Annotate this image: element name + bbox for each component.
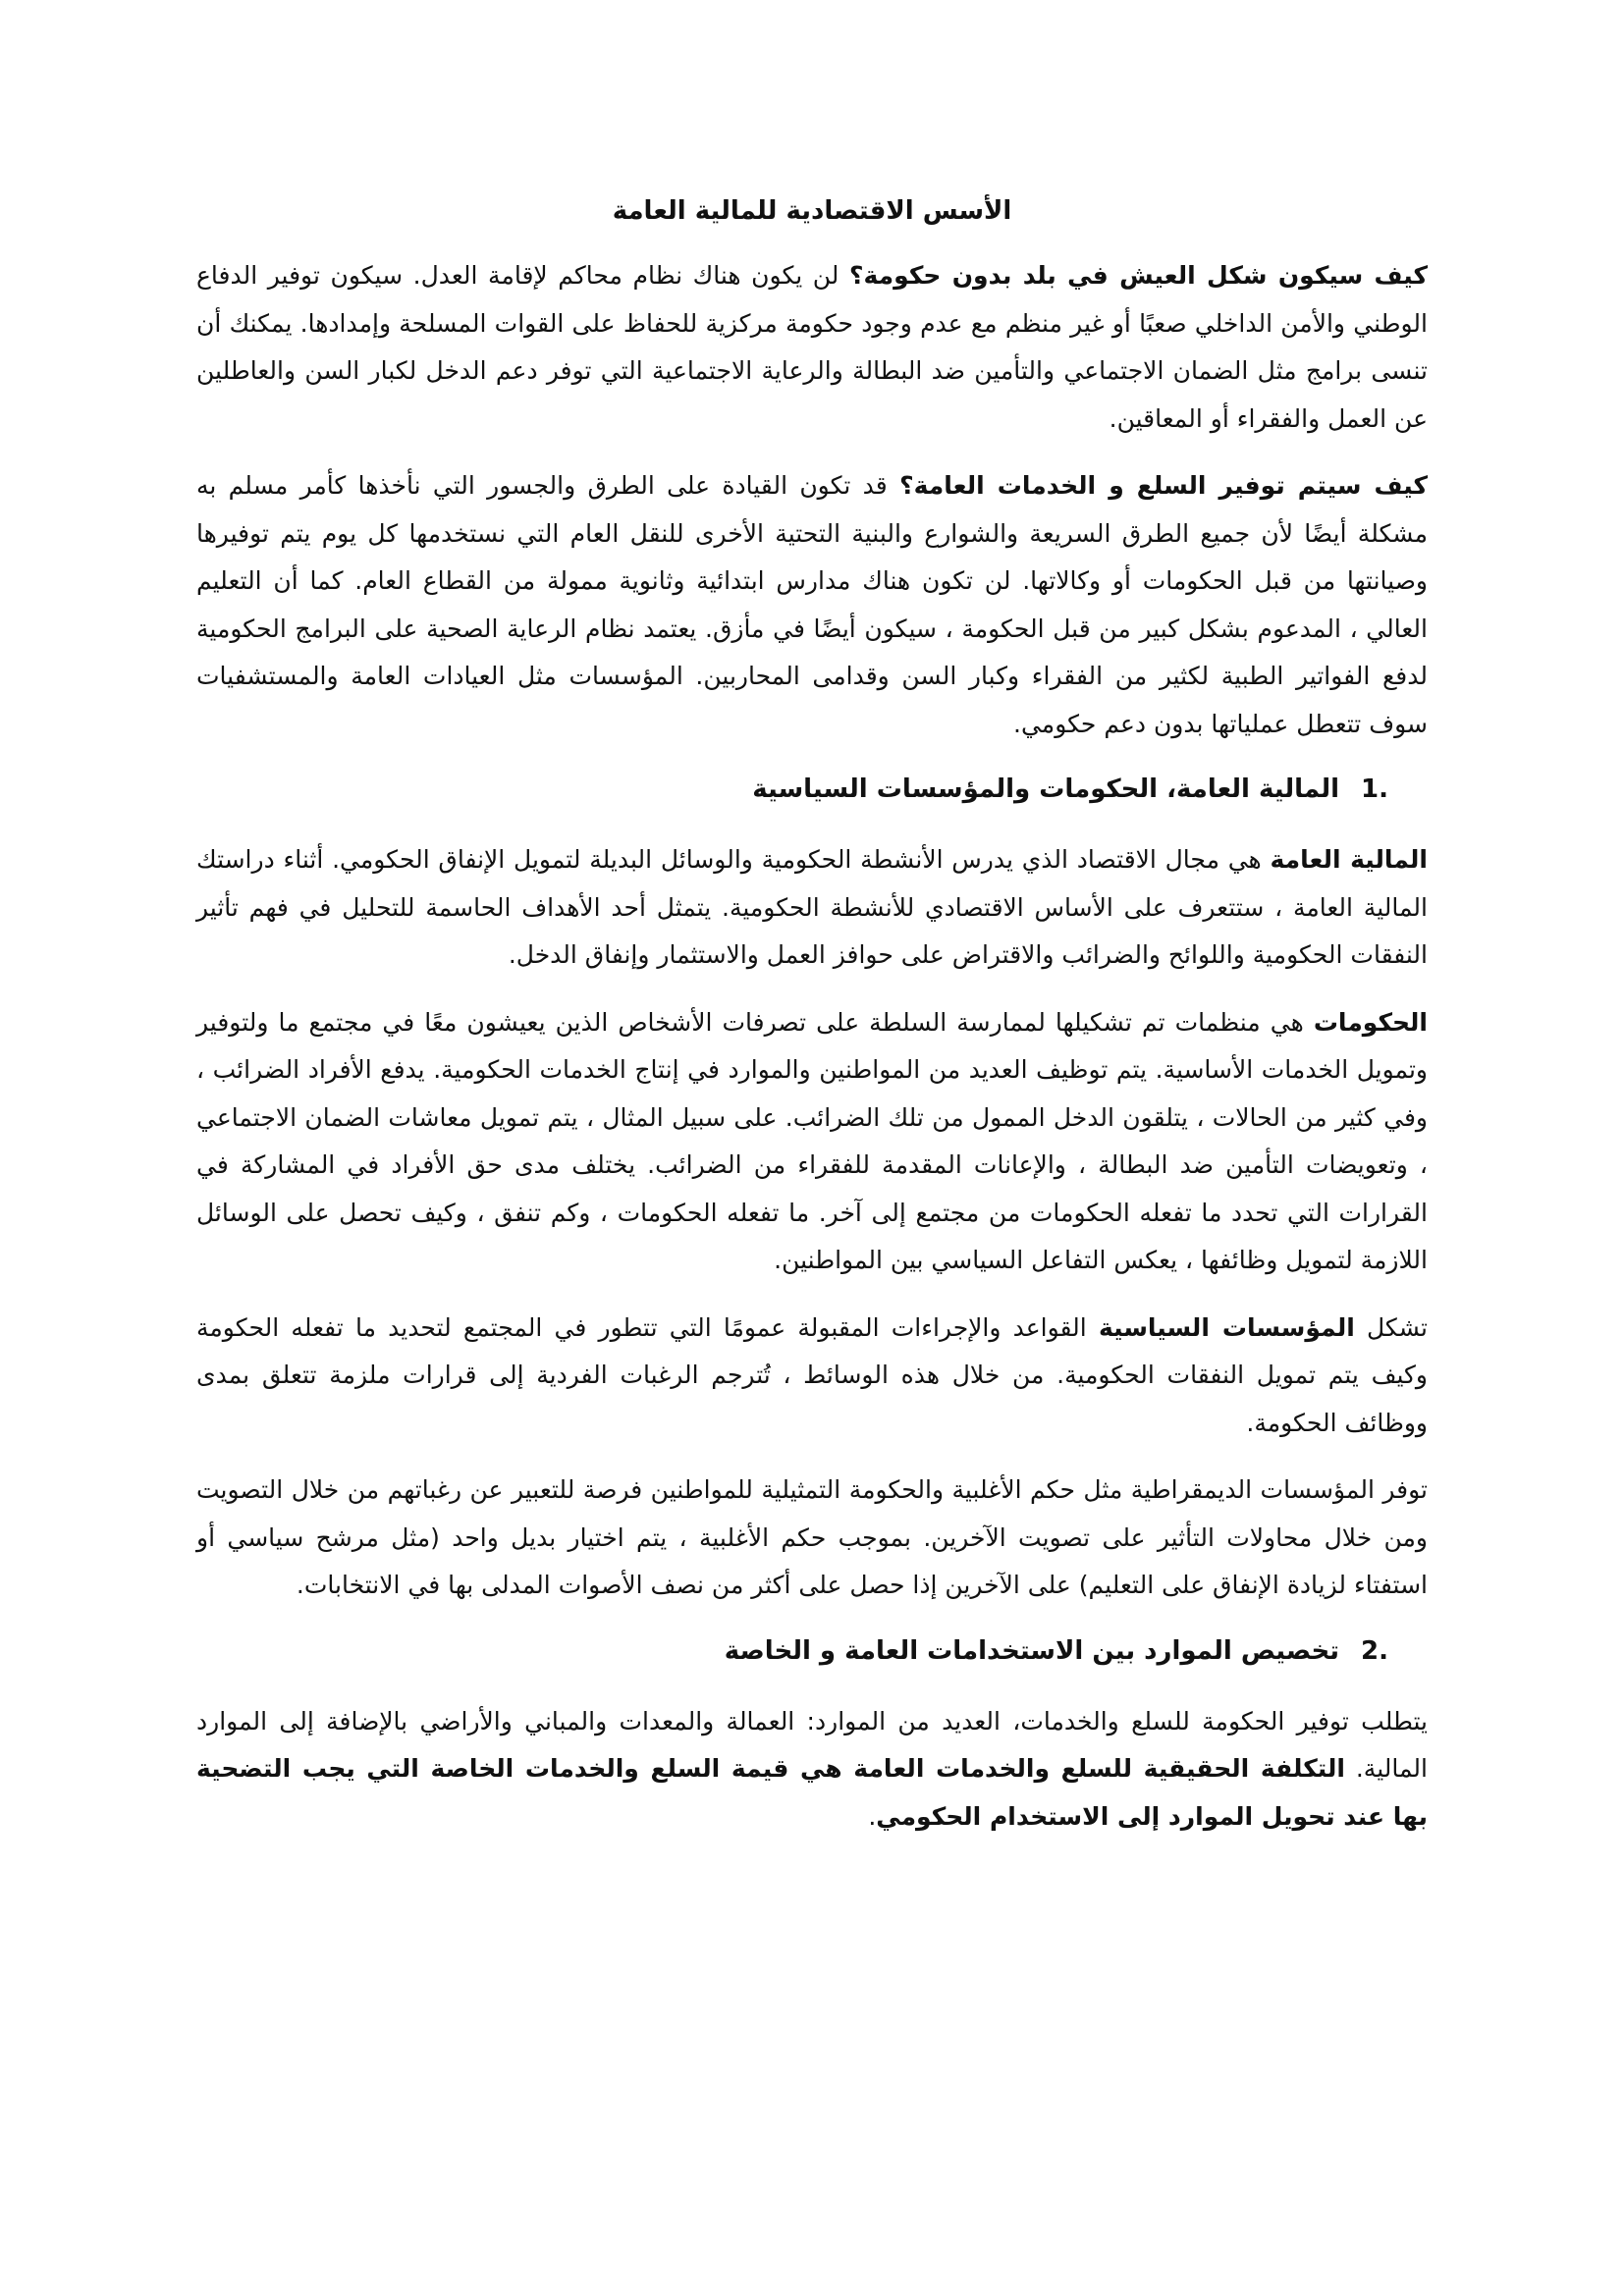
section-1-title: المالية العامة، الحكومات والمؤسسات السياسية: [752, 774, 1340, 804]
political-institutions-text: القواعد والإجراءات المقبولة عمومًا التي تتطور في المجتمع لتحديد ما تفعله الحكومة وكيف يتم تمويل النفقات الحكومية. من خلال هذه الوسائط ، تُترجم الرغبات الفردية إلى قرارات ملزمة تتعلق بمدى ووظائف الحكومة.: [196, 1312, 1428, 1437]
section-1-heading: [196, 768, 1388, 811]
governments-term: الحكومات: [1313, 1007, 1428, 1037]
intro-paragraph-1: [196, 252, 1428, 443]
section-2-number: 2.: [1361, 1635, 1388, 1666]
section-2-title: تخصيص الموارد بين الاستخدامات العامة و الخاصة: [724, 1635, 1340, 1666]
section-1-number: 1.: [1361, 774, 1388, 804]
public-finance-text: هي مجال الاقتصاد الذي يدرس الأنشطة الحكومية والوسائل البديلة لتمويل الإنفاق الحكومي. أثناء دراستك المالية العامة ، ستتعرف على الأساس الاقتصادي للأنشطة الحكومية. يتمثل أحد الأهداف الحاسمة للتحليل في فهم تأثير النفقات الحكومية واللوائح والضرائب والاقتراض على حوافز العمل والاستثمار وإنفاق الدخل.: [196, 845, 1428, 969]
democratic-institutions-paragraph: توفر المؤسسات الديمقراطية مثل حكم الأغلبية والحكومة التمثيلية للمواطنين فرصة للتعبير عن رغباتهم من خلال التصويت ومن خلال محاولات التأثير على تصويت الآخرين. بموجب حكم الأغلبية ، يتم اختيار بديل واحد (مثل مرشح سياسي أو استفتاء لزيادة الإنفاق على التعليم) على الآخرين إذا حصل على أكثر من نصف الأصوات المدلى بها في الانتخابات.: [196, 1475, 1428, 1599]
political-institutions-prefix: تشكل: [1354, 1312, 1428, 1342]
political-institutions-paragraph: [196, 1305, 1428, 1448]
section-2-heading: [196, 1629, 1388, 1673]
governments-text: هي منظمات تم تشكيلها لممارسة السلطة على تصرفات الأشخاص الذين يعيشون معًا في مجتمع ما ولتوفير وتمويل الخدمات الأساسية. يتم توظيف العديد من المواطنين والموارد في إنتاج الخدمات الحكومية. يدفع الأفراد الضرائب ، وفي كثير من الحالات ، يتلقون الدخل الممول من تلك الضرائب. على سبيل المثال ، يتم تمويل معاشات الضمان الاجتماعي ، وتعويضات التأمين ضد البطالة ، والإعانات المقدمة للفقراء من الضرائب. يختلف مدى حق الأفراد في المشاركة في القرارات التي تحدد ما تفعله الحكومات من مجتمع إلى آخر. ما تفعله الحكومات ، وكم تنفق ، وكيف تحصل على الوسائل اللازمة لتمويل وظائفها ، يعكس التفاعل السياسي بين المواطنين.: [196, 1007, 1428, 1274]
intro-text-1: لن يكون هناك نظام محاكم لإقامة العدل. سيكون توفير الدفاع الوطني والأمن الداخلي صعبًا أو غير منظم مع عدم وجود حكومة مركزية للحفاظ على القوات المسلحة وإمدادها. يمكنك أن تنسى برامج مثل الضمان الاجتماعي والتأمين ضد البطالة والرعاية الاجتماعية التي توفر دعم الدخل لكبار السن والعاطلين عن العمل والفقراء أو المعاقين.: [196, 261, 1428, 433]
document-title: الأسس الاقتصادية للمالية العامة: [612, 196, 1012, 226]
governments-paragraph: [196, 999, 1428, 1285]
resource-allocation-end: .: [868, 1801, 877, 1831]
public-finance-paragraph: [196, 836, 1428, 980]
intro-text-2: قد تكون القيادة على الطرق والجسور التي نأخذها كأمر مسلم به مشكلة أيضًا لأن جميع الطرق السريعة والشوارع والبنية التحتية الأخرى للنقل العام التي نستخدمها كل يوم يتم توفيرها وصيانتها من قبل الحكومات أو وكالاتها. لن تكون هناك مدارس ابتدائية وثانوية ممولة من القطاع العام. كما أن التعليم العالي ، المدعوم بشكل كبير من قبل الحكومة ، سيكون أيضًا في مأزق. يعتمد نظام الرعاية الصحية على البرامج الحكومية لدفع الفواتير الطبية لكثير من الفقراء وكبار السن وقدامى المحاربين. المؤسسات مثل العيادات العامة والمستشفيات سوف تتعطل عملياتها بدون دعم حكومي.: [196, 471, 1428, 738]
resource-allocation-paragraph: [196, 1698, 1428, 1842]
intro-question-2: كيف سيتم توفير السلع و الخدمات العامة؟: [899, 471, 1428, 500]
political-institutions-term: المؤسسات السياسية: [1098, 1312, 1355, 1342]
document-page: [196, 191, 1428, 1860]
public-finance-term: المالية العامة: [1270, 845, 1428, 874]
resource-allocation-text: يتطلب توفير الحكومة للسلع والخدمات، العديد من الموارد: العمالة والمعدات والمباني والأراضي بالإضافة إلى الموارد المالية.: [196, 1706, 1428, 1783]
real-cost-definition: التكلفة الحقيقية للسلع والخدمات العامة هي قيمة السلع والخدمات الخاصة التي يجب التضحية بها عند تحويل الموارد إلى الاستخدام الحكومي: [196, 1754, 1428, 1831]
intro-paragraph-2: [196, 462, 1428, 748]
intro-question-1: كيف سيكون شكل العيش في بلد بدون حكومة؟: [849, 261, 1429, 290]
